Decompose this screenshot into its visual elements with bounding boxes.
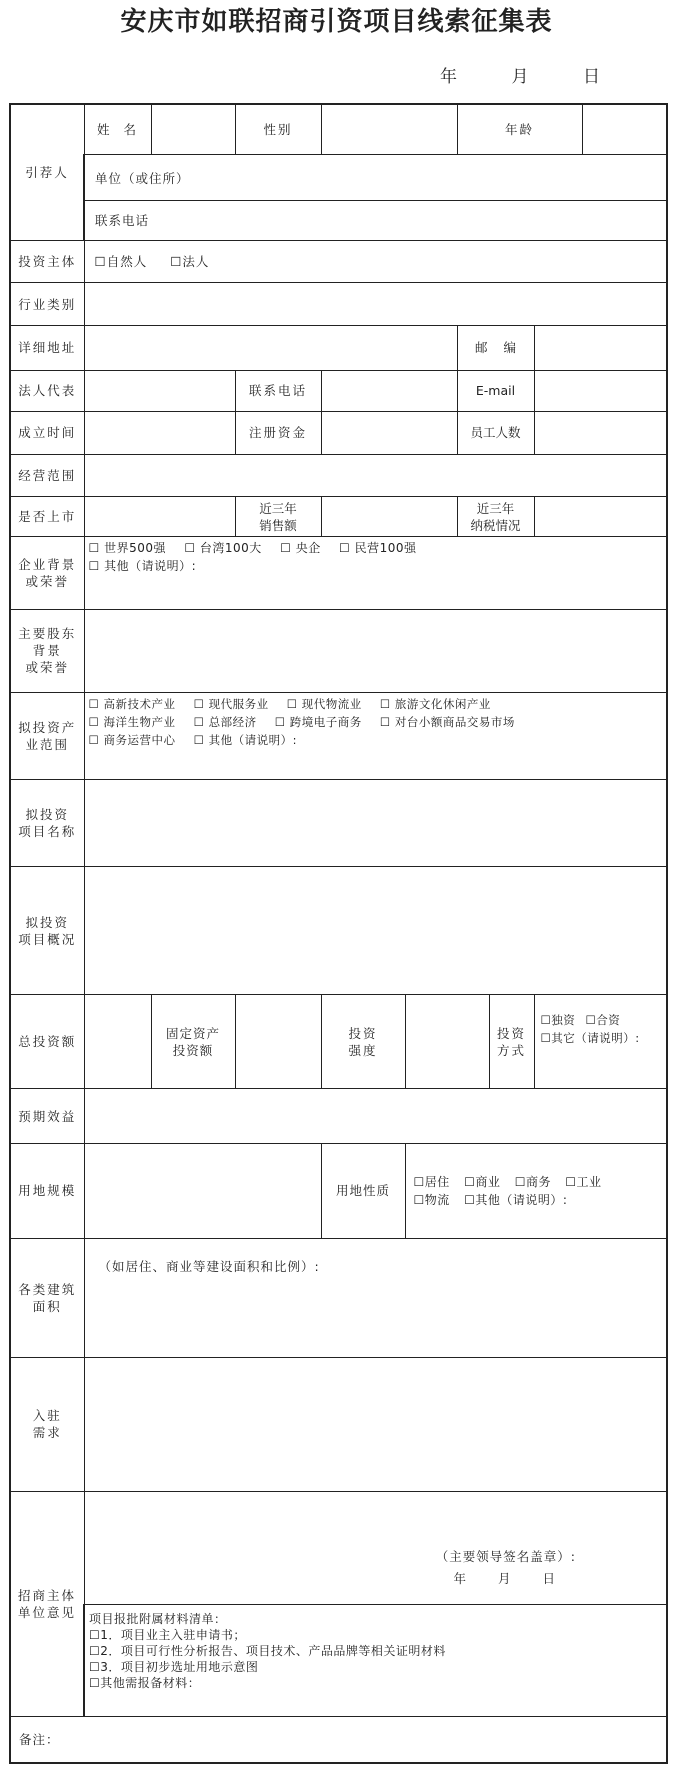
total-invest-label: 总投资额	[10, 995, 84, 1089]
referrer-gender-field[interactable]	[321, 104, 457, 155]
opinion-date: 年 月 日	[453, 1571, 556, 1587]
zip-label: 邮 编	[457, 326, 534, 370]
referrer-phone-field[interactable]: 联系电话	[84, 200, 667, 240]
referrer-age-label: 年龄	[457, 104, 582, 155]
scope-label: 经营范围	[10, 455, 84, 497]
remark-field[interactable]: 备注：	[10, 1716, 667, 1763]
material-item-application[interactable]: ☐1．项目业主入驻申请书；	[89, 1628, 246, 1643]
total-invest-field[interactable]	[84, 995, 151, 1089]
land-other-checkbox[interactable]: ☐其他（请说明）:	[464, 1192, 568, 1207]
background-options[interactable]	[84, 537, 667, 610]
tax-label: 近三年 纳税情况	[457, 497, 534, 537]
referrer-gender-label: 性别	[235, 104, 321, 155]
legal-person-checkbox[interactable]: ☐法人	[170, 254, 210, 270]
business-checkbox[interactable]: ☐商务	[514, 1174, 551, 1189]
staff-field[interactable]	[534, 411, 667, 454]
sales-label: 近三年 销售额	[235, 497, 321, 537]
logistics-checkbox[interactable]: ☐ 现代物流业	[286, 697, 362, 712]
benefit-label: 预期效益	[10, 1089, 84, 1144]
hq-economy-checkbox[interactable]: ☐ 总部经济	[193, 715, 257, 730]
tourism-checkbox[interactable]: ☐ 旅游文化休闲产业	[379, 697, 491, 712]
logistics-land-checkbox[interactable]: ☐物流	[413, 1192, 450, 1207]
legal-rep-label: 法人代表	[10, 370, 84, 411]
hitech-checkbox[interactable]: ☐ 高新技术产业	[88, 697, 176, 712]
private100-checkbox[interactable]: ☐ 民营100强	[339, 541, 417, 556]
address-field[interactable]	[84, 326, 457, 370]
legal-rep-field[interactable]	[84, 370, 235, 411]
taiwan-trade-checkbox[interactable]: ☐ 对台小额商品交易市场	[379, 715, 515, 730]
land-nature-options[interactable]	[405, 1144, 667, 1238]
industrial-checkbox[interactable]: ☐工业	[565, 1174, 602, 1189]
fortune500-checkbox[interactable]: ☐ 世界500强	[88, 541, 166, 556]
opinion-sign-area[interactable]	[84, 1491, 667, 1605]
background-other-checkbox[interactable]: ☐ 其他（请说明）:	[88, 559, 197, 574]
soe-checkbox[interactable]: ☐ 央企	[280, 541, 321, 556]
material-item-feasibility[interactable]: ☐2．项目可行性分析报告、项目技术、产品品牌等相关证明材料	[89, 1644, 446, 1659]
legal-phone-label: 联系电话	[235, 370, 321, 411]
commercial-checkbox[interactable]: ☐商业	[464, 1174, 501, 1189]
material-item-site-map[interactable]: ☐3．项目初步选址用地示意图	[89, 1660, 259, 1675]
project-summary-field[interactable]	[84, 867, 667, 995]
marine-bio-checkbox[interactable]: ☐ 海洋生物产业	[88, 715, 176, 730]
capital-field[interactable]	[321, 411, 457, 454]
modern-service-checkbox[interactable]: ☐ 现代服务业	[193, 697, 269, 712]
zip-field[interactable]	[534, 326, 667, 370]
date-year: 年	[440, 67, 457, 87]
date-month: 月	[511, 67, 529, 87]
shareholder-field[interactable]	[84, 609, 667, 692]
opinion-label: 招商主体 单位意见	[10, 1491, 84, 1716]
natural-person-checkbox[interactable]: ☐自然人	[94, 254, 148, 270]
mode-label: 投资 方式	[489, 995, 534, 1089]
land-field[interactable]	[84, 1144, 321, 1238]
investor-label: 投资主体	[10, 240, 84, 282]
material-item-other[interactable]: ☐其他需报备材料：	[89, 1676, 201, 1691]
scope-field[interactable]	[84, 455, 667, 497]
tax-field[interactable]	[534, 497, 667, 537]
fixed-asset-field[interactable]	[235, 995, 321, 1089]
business-center-checkbox[interactable]: ☐ 商务运营中心	[88, 733, 176, 748]
joint-checkbox[interactable]: ☐合资	[585, 1013, 621, 1028]
invest-other-checkbox[interactable]: ☐ 其他（请说明）:	[193, 733, 297, 748]
project-name-label: 拟投资 项目名称	[10, 779, 84, 867]
mode-options[interactable]	[534, 995, 667, 1089]
form-date	[440, 62, 600, 88]
invest-scope-label: 拟投资产 业范围	[10, 693, 84, 780]
building-field[interactable]: （如居住、商业等建设面积和比例）:	[84, 1238, 667, 1357]
capital-label: 注册资金	[235, 411, 321, 454]
project-name-field[interactable]	[84, 779, 667, 867]
shareholder-label: 主要股东 背景 或荣誉	[10, 609, 84, 692]
sole-checkbox[interactable]: ☐独资	[540, 1013, 576, 1028]
investor-options[interactable]	[84, 240, 667, 282]
intensity-field[interactable]	[405, 995, 489, 1089]
referrer-name-label: 姓 名	[84, 104, 151, 155]
industry-label: 行业类别	[10, 283, 84, 326]
intensity-label: 投资 强度	[321, 995, 405, 1089]
referrer-label: 引荐人	[10, 104, 84, 240]
referrer-name-field[interactable]	[151, 104, 235, 155]
land-label: 用地规模	[10, 1144, 84, 1238]
founded-field[interactable]	[84, 411, 235, 454]
land-nature-label: 用地性质	[321, 1144, 405, 1238]
address-label: 详细地址	[10, 326, 84, 370]
materials-list	[84, 1605, 667, 1716]
project-summary-label: 拟投资 项目概况	[10, 867, 84, 995]
mode-other-checkbox[interactable]: ☐其它（请说明）:	[540, 1031, 640, 1046]
referrer-unit-field[interactable]: 单位（或住所）	[84, 155, 667, 200]
demand-label: 入驻 需求	[10, 1357, 84, 1491]
benefit-field[interactable]	[84, 1089, 667, 1144]
industry-field[interactable]	[84, 283, 667, 326]
demand-field[interactable]	[84, 1357, 667, 1491]
staff-label: 员工人数	[457, 411, 534, 454]
residential-checkbox[interactable]: ☐居住	[413, 1174, 450, 1189]
fixed-asset-label: 固定资产 投资额	[151, 995, 235, 1089]
materials-title: 项目报批附属材料清单：	[89, 1612, 227, 1627]
listed-field[interactable]	[84, 497, 235, 537]
referrer-age-field[interactable]	[582, 104, 667, 155]
invest-scope-options[interactable]	[84, 693, 667, 780]
taiwan100-checkbox[interactable]: ☐ 台湾100大	[184, 541, 262, 556]
page-title: 安庆市如联招商引资项目线索征集表	[120, 7, 553, 37]
building-label: 各类建筑 面积	[10, 1238, 84, 1357]
date-day: 日	[583, 67, 600, 87]
legal-phone-field[interactable]	[321, 370, 457, 411]
listed-label: 是否上市	[10, 497, 84, 537]
email-field[interactable]	[534, 370, 667, 411]
email-label: E-mail	[457, 370, 534, 411]
cross-border-ecommerce-checkbox[interactable]: ☐ 跨境电子商务	[274, 715, 362, 730]
lead-collection-form	[9, 103, 668, 1764]
signature-prompt: （主要领导签名盖章）:	[435, 1549, 576, 1565]
founded-label: 成立时间	[10, 411, 84, 454]
sales-field[interactable]	[321, 497, 457, 537]
background-label: 企业背景 或荣誉	[10, 537, 84, 610]
